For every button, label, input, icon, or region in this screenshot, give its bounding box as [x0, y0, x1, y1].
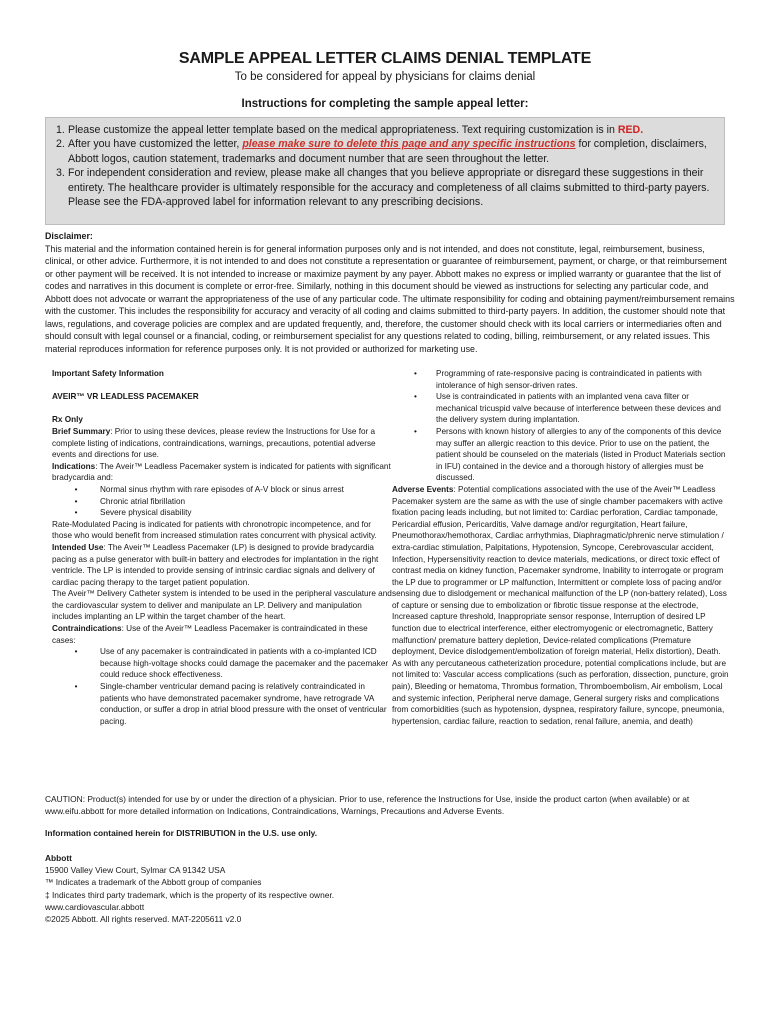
instruction-number: 2. [56, 138, 65, 151]
disclaimer-text: This material and the information contained herein is for general information purposes only and is not intended, and does not constitute, legal, reimbursement, business, clinical, or other advice. Furthermore, it is not intended to and does not constitute a representation or guarantee of reimbursement, payment, or charge, or that reimbursement or other payment will be received. It is not intended to increase or maximize payment by any payer. Abbott makes no express or implied warranty or guarantee that the list of codes and narratives in this document is complete or error-free. Similarly, nothing in this document should be viewed as instructions for selecting any particular code, and Abbott does not advocate or warrant the appropriateness of the use of any particular code. The ultimate responsibility for coding and obtaining payment/reimbursement remains with the customer. This includes the responsibility for accuracy and veracity of all coding and claims submitted to third-party payers. In addition, the customer should note that laws, regulations, and coverage policies are complex and are updated frequently, and, therefore, the customer should check with its local carriers or intermediaries often and should consult with legal counsel or a financial, coding, or reimbursement specialist for any questions related to coding, billing, reimbursement, or any related issues. This material reproduces information for reference purposes only. It is not provided or authorized for marketing use. [45, 243, 735, 354]
list-item [392, 426, 732, 484]
page-subtitle: To be considered for appeal by physicians for claims denial [234, 71, 536, 83]
isi-heading: Important Safety Information [52, 369, 164, 378]
bullet-text: Programming of rate-responsive pacing is contraindicated in patients with intolerance of high sensor-driven rates. [436, 369, 702, 390]
bullet: • [74, 484, 78, 494]
bullet: • [74, 682, 78, 692]
company-address: 15900 Valley View Court, Sylmar CA 91342 USA [45, 865, 226, 876]
delete-page-warning: please make sure to delete this page and any specific instructions [242, 138, 576, 151]
instruction-number: 3. [56, 167, 65, 180]
instruction-item-3 [56, 166, 716, 209]
rate-modulated-text: Rate-Modulated Pacing is indicated for patients with chronotropic incompetence, and for those who would benefit from increased stimulation rates concurrent with physical activity. [52, 519, 377, 541]
disclaimer-heading: Disclaimer: [45, 231, 93, 241]
bullet: • [74, 496, 78, 506]
rx-only: Rx Only [52, 415, 83, 425]
third-party-trademark-notice: ‡ Indicates third party trademark, which is the property of its respective owner. [45, 889, 335, 900]
instruction-text: for completion, disclaimers, Abbott logos, caution statement, trademarks and document number that are seen throughout the letter. [68, 138, 707, 165]
brief-summary-label: Brief Summary [52, 426, 111, 436]
instruction-item-2 [56, 137, 716, 166]
bullet-text: Use is contraindicated in patients with an implanted vena cava filter or mechanical tricuspid valve because of interference between these devices and the delivery system during implantation. [436, 392, 721, 425]
indications-text: : The Aveir™ Leadless Pacemaker system is indicated for patients with significant bradycardia and: [52, 461, 391, 483]
bullet: • [414, 426, 417, 436]
disclaimer-section [45, 230, 735, 355]
indications [52, 461, 392, 484]
bullet: • [74, 647, 78, 657]
bullet-text: Chronic atrial fibrillation [100, 496, 186, 506]
intended-use-text: : The Aveir™ Leadless Pacemaker (LP) is designed to provide bradycardia pacing as a pulse generator with built-in battery and electrodes for implantation in the right ventricle. The LP is intended to provide sensing of intrinsic cardiac signals and delivery of cardiac pacing therapy to the target patient population. [52, 542, 379, 587]
percutaneous-text: As with any percutaneous catheterization procedure, potential complications include, but are not limited to: Vascular access complications (such as perforation, dissection, puncture, groin pain), Bleeding or hematoma, Thrombus formation, Thromboembolism, Air embolism, Local and systemic infection, Peripheral nerve damage, General surgery risks and complications from comorbidities (such as hypotension, dyspnea, respiratory failure, syncope, pneumonia, hypertension, cardiac failure, reaction to sedation, renal failure, anemia, and death) [392, 658, 729, 726]
adverse-events [392, 484, 732, 658]
trademark-notice: ™ Indicates a trademark of the Abbott group of companies [45, 877, 262, 888]
list-item [52, 507, 392, 519]
instruction-text: After you have customized the letter, [68, 138, 240, 151]
bullet-text: Normal sinus rhythm with rare episodes of A-V block or sinus arrest [100, 484, 344, 494]
isi-left-column [52, 368, 392, 727]
list-item [52, 496, 392, 508]
adverse-events-label: Adverse Events [392, 484, 454, 494]
bullet-text: Severe physical disability [100, 508, 192, 518]
instructions-heading: Instructions for completing the sample appeal letter: [241, 98, 529, 110]
intended-use-label: Intended Use [52, 542, 104, 552]
instructions-list [56, 123, 716, 209]
list-item [392, 391, 732, 426]
red-text-marker: RED. [617, 124, 644, 136]
product-name: AVEIR™ VR LEADLESS PACEMAKER [52, 392, 199, 402]
adverse-events-text: : Potential complications associated with the use of the Aveir™ Leadless Pacemaker system are the same as with the use of single chamber pacemakers with active fixation pacing leads including, but not limited to: Cardiac perforation, Cardiac tamponade, Pericardial effusion, Pericarditis, Valve damage and/or regurgitation, Heart failure, Pneumothorax/hemothorax, Cardiac arrhythmias, Diaphragmatic/phrenic nerve stimulation / extra-cardiac stimulation, Palpitations, Hypotension, Syncope, Cerebrovascular accident, Infection, Hypersensitivity reaction to device materials, medications, or direct toxic effect of contrast media on kidney function, Pacemaker syndrome, Inability to interrogate or program the LP due to programmer or LP malfunction, Intermittent or complete loss of pacing and/or sensing due to dislodgement or mechanical malfunction of the LP (non-battery related), Loss of capture or sensing due to embolization or fibrotic tissue response at the electrode, Increased capture threshold, Inappropriate sensor response, Interruption of desired LP function due to electrical interference, either electromyogenic or electromagnetic, Battery malfunction/ premature battery depletion, Device-related complications (Premature deployment, Device dislodgement/embolization of foreign material, Helix distortion), Death. [392, 484, 727, 657]
bullet-text: Single-chamber ventricular demand pacing is relatively contraindicated in patients who have demonstrated pacemaker syndrome, have retrograde VA conduction, or suffer a drop in atrial blood pressure with the onset of ventricular pacing. [100, 682, 387, 726]
indications-label: Indications [52, 461, 96, 471]
page-title: SAMPLE APPEAL LETTER CLAIMS DENIAL TEMPLATE [178, 50, 592, 67]
instruction-text: For independent consideration and review, please make all changes that you believe appropriate or disregard these suggestions in their entirety. The healthcare provider is ultimately responsible for the accuracy and completeness of all claims submitted to third-party payers. Please see the FDA-approved label for information relevant to any prescribing decisions. [68, 167, 710, 209]
bullet-text: Persons with known history of allergies to any of the components of this device may suffer an allergic reaction to this device. Prior to use on the patient, the patient should be counseled on the materials (listed in Product Materials section in IFU) contained in the device and a thorough history of allergies must be discussed. [436, 426, 726, 483]
copyright: ©2025 Abbott. All rights reserved. MAT-2205611 v2.0 [45, 914, 242, 925]
bullet-text: Use of any pacemaker is contraindicated in patients with a co-implanted ICD because high-voltage shocks could damage the pacemaker and the pacemaker could reduce shock effectiveness. [100, 647, 389, 680]
website-link[interactable]: www.cardiovascular.abbott [45, 901, 145, 912]
brief-summary [52, 426, 392, 461]
contraindications [52, 623, 392, 646]
bullet: • [414, 392, 417, 402]
bullet: • [74, 508, 78, 518]
intended-use [52, 542, 392, 588]
caution-statement: CAUTION: Product(s) intended for use by or under the direction of a physician. Prior to use, reference the Instructions for Use, inside the product carton (when available) or at www.eifu.abbott for more detailed information on Indications, Contraindications, Warnings, Precautions and Adverse Events. [45, 794, 690, 816]
list-item [52, 646, 392, 681]
list-item [52, 681, 392, 727]
isi-right-column [392, 368, 732, 727]
list-item [392, 368, 732, 391]
contraindications-label: Contraindications [52, 624, 122, 634]
instruction-item-1 [56, 123, 716, 137]
bullet: • [414, 369, 417, 378]
brief-summary-text: : Prior to using these devices, please review the Instructions for Use for a complete listing of indications, contraindications, warnings, precautions, potential adverse events and directions for use. [52, 426, 376, 460]
distribution-notice: Information contained herein for DISTRIBUTION in the U.S. use only. [45, 828, 318, 838]
contraindications-text: : Use of the Aveir™ Leadless Pacemaker is contraindicated in these cases: [52, 624, 368, 645]
catheter-text: The Aveir™ Delivery Catheter system is intended to be used in the peripheral vasculature and the cardiovascular system to deliver and manipulate an LP. Delivery and manipulation includes implanting an LP within the target chamber of the heart. [52, 589, 392, 622]
company-name: Abbott [45, 853, 72, 863]
list-item [52, 484, 392, 496]
instruction-text: Please customize the appeal letter template based on the medical appropriateness. Text requiring customization is in [68, 124, 615, 136]
instruction-number: 1. [56, 124, 65, 136]
footer [45, 852, 735, 925]
